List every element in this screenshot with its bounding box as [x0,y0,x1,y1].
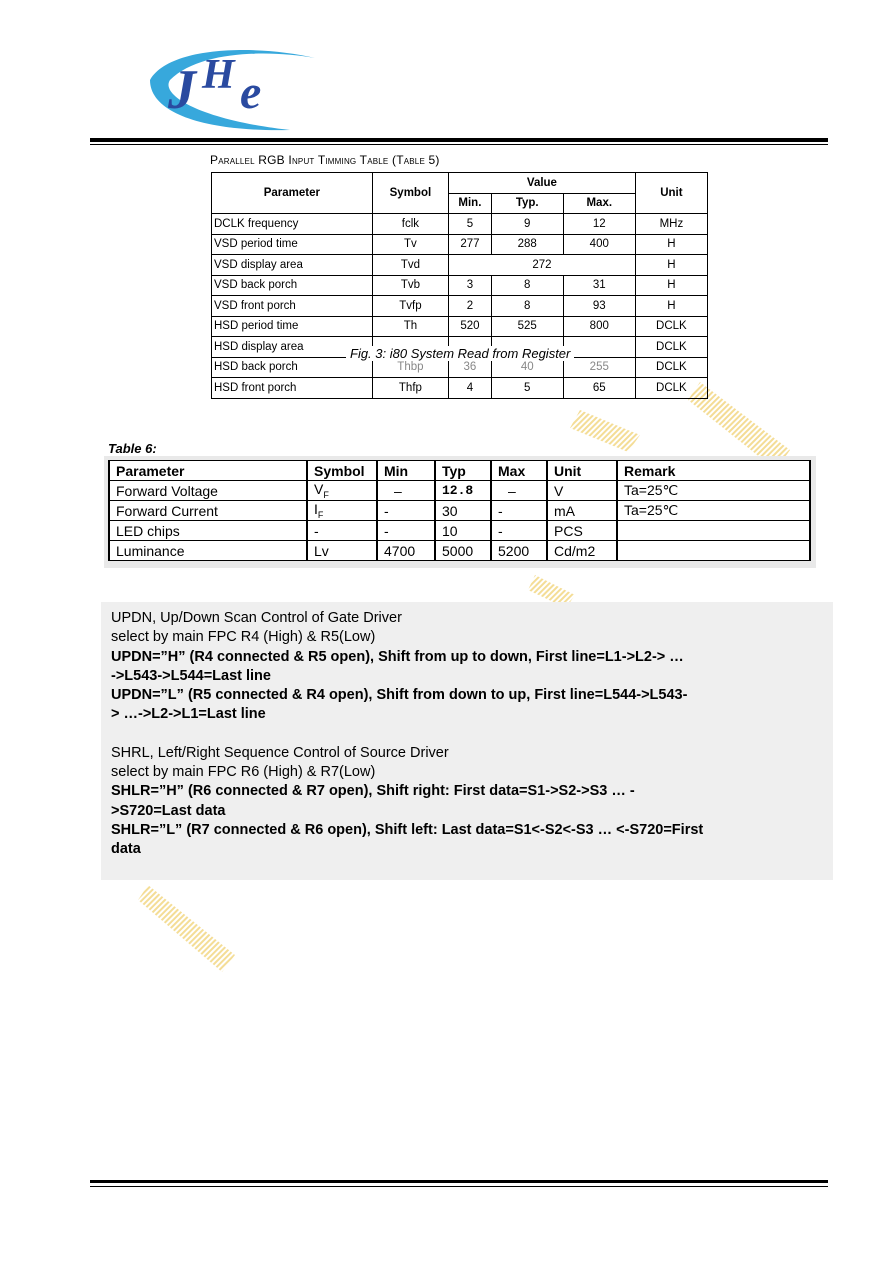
table5-cell: H [635,234,707,255]
table5-cell: 255 [563,357,635,378]
table-row [212,255,708,276]
shlr-l-line2: data [111,841,141,858]
table6 [104,456,816,568]
table5-cell: 8 [491,275,563,296]
table6-cell: $V_F$ [307,481,377,501]
updn-l-line2: > …->L2->L1=Last line [111,706,266,723]
table6-cell: - [491,521,547,541]
table5-title-main: Parallel RGB Input Timming Table [210,153,389,167]
table6-cell: - [377,501,435,521]
shlr-h-line2: >S720=Last data [111,802,226,819]
table6-header: Parameter [109,461,307,481]
table5-cell: HSD display area [212,337,373,358]
scan-control-text-block [101,602,833,880]
table5-cell: 12 [563,214,635,235]
table6-cell: - [377,521,435,541]
table6-cell: LED chips [109,521,307,541]
table5-cell: HSD front porch [212,378,373,399]
updn-l-line1: UPDN=”L” (R5 connected & R4 open), Shift from down to up, First line=L544->L543- [111,687,688,704]
table5-title-suffix: (Table 5) [392,153,440,167]
table6-cell: 4700 [377,541,435,561]
updn-h-line2: ->L543->L544=Last line [111,667,271,684]
table5-cell: 5 [491,378,563,399]
table-row [109,501,810,521]
table-row [212,214,708,235]
table5-cell: DCLK [635,337,707,358]
table5-cell: 31 [563,275,635,296]
table5-cell: 36 [449,357,492,378]
table6-header: Min [377,461,435,481]
table6-header: Symbol [307,461,377,481]
table5-cell: Tvfp [372,296,448,317]
table5-header-unit: Unit [635,173,707,214]
table5-header-parameter: Parameter [212,173,373,214]
updn-select: select by main FPC R4 (High) & R5(Low) [111,629,376,646]
table6-title: Table 6: [108,441,157,456]
table6-cell: - [307,521,377,541]
svg-text:e: e [240,66,262,119]
figure-caption-overlay: Fig. 3: i80 System Read from Register [346,346,574,361]
shrl-title: SHRL, Left/Right Sequence Control of Source Driver [111,744,449,761]
table5-cell: 520 [449,316,492,337]
table6-cell: 12.8 [435,481,491,501]
table5-cell: Tvb [372,275,448,296]
table6-cell: 30 [435,501,491,521]
svg-text:H: H [202,52,235,98]
table5-cell: 4 [449,378,492,399]
table6-cell: 5200 [491,541,547,561]
header-rule [90,138,828,142]
table5-cell: DCLK [635,357,707,378]
svg-text:J: J [168,59,196,121]
table6-cell: 10 [435,521,491,541]
table5-cell: fclk [372,214,448,235]
updn-h-line1: UPDN=”H” (R4 connected & R5 open), Shift from up to down, First line=L1->L2-> … [111,648,684,665]
table-row [212,378,708,399]
table-row [212,234,708,255]
table5-cell: 525 [491,316,563,337]
table5-cell: Tv [372,234,448,255]
table6-cell: – [377,481,435,501]
table5-cell: 65 [563,378,635,399]
table5-header-typ: Typ. [491,193,563,214]
table5-cell: 277 [449,234,492,255]
footer-rule [90,1180,828,1183]
table-row [109,521,810,541]
table5-cell: VSD front porch [212,296,373,317]
table6-cell: Luminance [109,541,307,561]
table5-cell: 3 [449,275,492,296]
table5-cell: HSD period time [212,316,373,337]
jhe-logo [140,40,330,140]
table6-cell: PCS [547,521,617,541]
table-row [212,296,708,317]
table5-cell: VSD period time [212,234,373,255]
table-row [212,316,708,337]
header-rule-thin [90,144,828,145]
table6-cell: – [491,481,547,501]
table5-cell: DCLK [635,316,707,337]
shlr-h-line1: SHLR=”H” (R6 connected & R7 open), Shift right: First data=S1->S2->S3 … - [111,783,635,800]
table-header-row [109,461,810,481]
table5-cell: Tvd [372,255,448,276]
table5-cell: 93 [563,296,635,317]
table6-cell: $I_F$ [307,501,377,521]
table-row [109,481,810,501]
table5-cell: 9 [491,214,563,235]
shlr-l-line1: SHLR=”L” (R7 connected & R6 open), Shift left: Last data=S1<-S2<-S3 … <-S720=First [111,821,704,838]
table6-cell: mA [547,501,617,521]
table6-cell: Forward Voltage [109,481,307,501]
table6-cell: Lv [307,541,377,561]
table5-header-max: Max. [563,193,635,214]
footer-rule-thin [90,1186,828,1187]
table5-cell: H [635,275,707,296]
table5-cell: DCLK [635,378,707,399]
table5-cell: Thbp [372,357,448,378]
table5-cell: 2 [449,296,492,317]
table5-cell: 5 [449,214,492,235]
table5-cell: 400 [563,234,635,255]
table5-header-min: Min. [449,193,492,214]
table6-cell: 5000 [435,541,491,561]
updn-title: UPDN, Up/Down Scan Control of Gate Driver [111,610,402,626]
table6-cell: Ta=25℃ [617,481,810,501]
table5-cell: VSD display area [212,255,373,276]
table5-cell: 800 [563,316,635,337]
table5-header-symbol: Symbol [372,173,448,214]
table6-cell: - [491,501,547,521]
table6-header: Remark [617,461,810,481]
table5-cell: 40 [491,357,563,378]
table5 [211,172,708,399]
table5-cell: 272 [449,255,636,276]
table6-cell: Ta=25℃ [617,501,810,521]
table6-cell: Cd/m2 [547,541,617,561]
table5-title [210,153,440,167]
table6-header: Max [491,461,547,481]
table5-cell: H [635,296,707,317]
table5-cell: HSD back porch [212,357,373,378]
table6-header: Typ [435,461,491,481]
table6-cell: V [547,481,617,501]
table6-cell [617,541,810,561]
table5-cell: DCLK frequency [212,214,373,235]
table5-cell: 288 [491,234,563,255]
table6-header: Unit [547,461,617,481]
table5-cell: H [635,255,707,276]
table5-header-value: Value [449,173,636,194]
table5-cell: Th [372,316,448,337]
table5-cell: VSD back porch [212,275,373,296]
table-row [109,541,810,561]
table6-cell [617,521,810,541]
shrl-select: select by main FPC R6 (High) & R7(Low) [111,764,376,781]
table5-cell: 8 [491,296,563,317]
table5-cell: MHz [635,214,707,235]
table-row [212,275,708,296]
table5-cell: Thfp [372,378,448,399]
table6-cell: Forward Current [109,501,307,521]
